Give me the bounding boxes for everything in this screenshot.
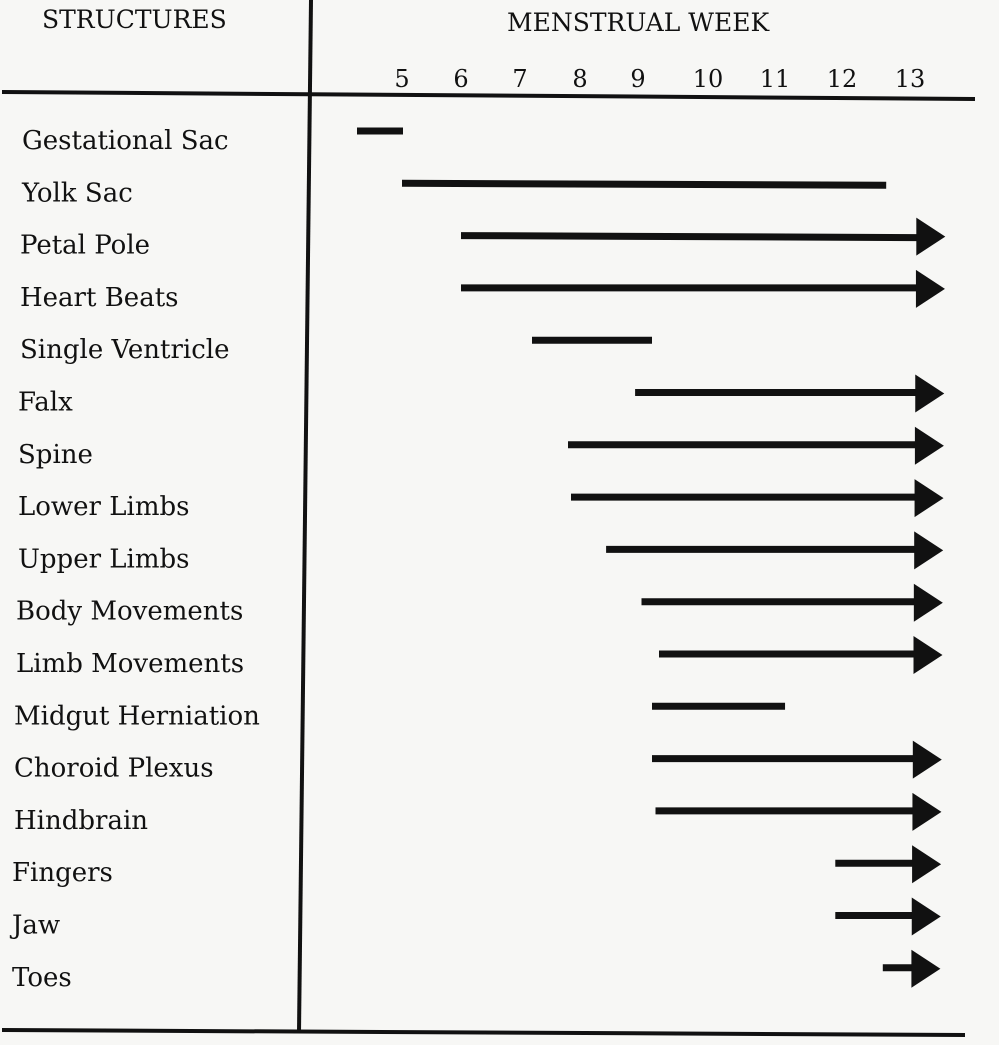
row-label-falx: Falx: [18, 387, 73, 418]
week-tick-8: 8: [572, 65, 588, 93]
arrowhead-fingers: [912, 845, 941, 883]
row-label-fingers: Fingers: [12, 858, 113, 889]
week-tick-10: 10: [692, 65, 724, 93]
week-tick-6: 6: [453, 65, 469, 93]
row-label-single-ventricle: Single Ventricle: [20, 335, 230, 366]
row-label-petal-pole: Petal Pole: [20, 230, 151, 261]
chart-rows: [9, 126, 945, 993]
arrowhead-lower-limbs: [915, 479, 944, 517]
row-label-hindbrain: Hindbrain: [14, 805, 149, 836]
week-tick-12: 12: [826, 65, 858, 93]
row-label-body-movements: Body Movements: [16, 596, 244, 627]
row-label-midgut-herniation: Midgut Herniation: [14, 701, 260, 732]
row-label-spine: Spine: [18, 439, 93, 470]
row-label-upper-limbs: Upper Limbs: [18, 544, 190, 575]
row-label-yolk-sac: Yolk Sac: [22, 178, 133, 209]
week-tick-9: 9: [630, 65, 646, 93]
row-label-limb-movements: Limb Movements: [16, 649, 245, 679]
row-label-toes: Toes: [12, 962, 72, 993]
row-label-choroid-plexus: Choroid Plexus: [14, 753, 214, 784]
arrowhead-jaw: [912, 898, 941, 936]
column-divider: [299, 0, 311, 1032]
row-label-heart-beats: Heart Beats: [20, 282, 179, 313]
week-tick-13: 13: [894, 65, 926, 93]
arrowhead-petal-pole: [916, 218, 945, 256]
arrowhead-hindbrain: [912, 793, 941, 831]
week-tick-5: 5: [394, 65, 410, 93]
header-rule: [2, 92, 975, 99]
header-structures: STRUCTURES: [42, 5, 227, 34]
arrowhead-falx: [915, 375, 944, 413]
week-tick-7: 7: [512, 65, 528, 93]
arrowhead-spine: [915, 427, 944, 465]
bottom-rule: [2, 1030, 965, 1035]
arrowhead-upper-limbs: [914, 531, 943, 569]
row-label-jaw: Jaw: [12, 910, 61, 941]
bar-petal-pole: [461, 236, 917, 238]
arrowhead-choroid-plexus: [913, 741, 942, 779]
arrowhead-body-movements: [914, 584, 943, 622]
header-menstrual-week: MENSTRUAL WEEK: [507, 8, 770, 37]
week-tick-labels: [394, 65, 925, 93]
arrowhead-toes: [911, 950, 940, 988]
arrowhead-heart-beats: [916, 270, 945, 308]
row-label-lower-limbs: Lower Limbs: [18, 492, 190, 523]
bar-yolk-sac: [402, 183, 886, 185]
row-label-gestational-sac: Gestational Sac: [22, 126, 229, 156]
week-tick-11: 11: [759, 65, 791, 93]
arrowhead-limb-movements: [914, 636, 943, 674]
